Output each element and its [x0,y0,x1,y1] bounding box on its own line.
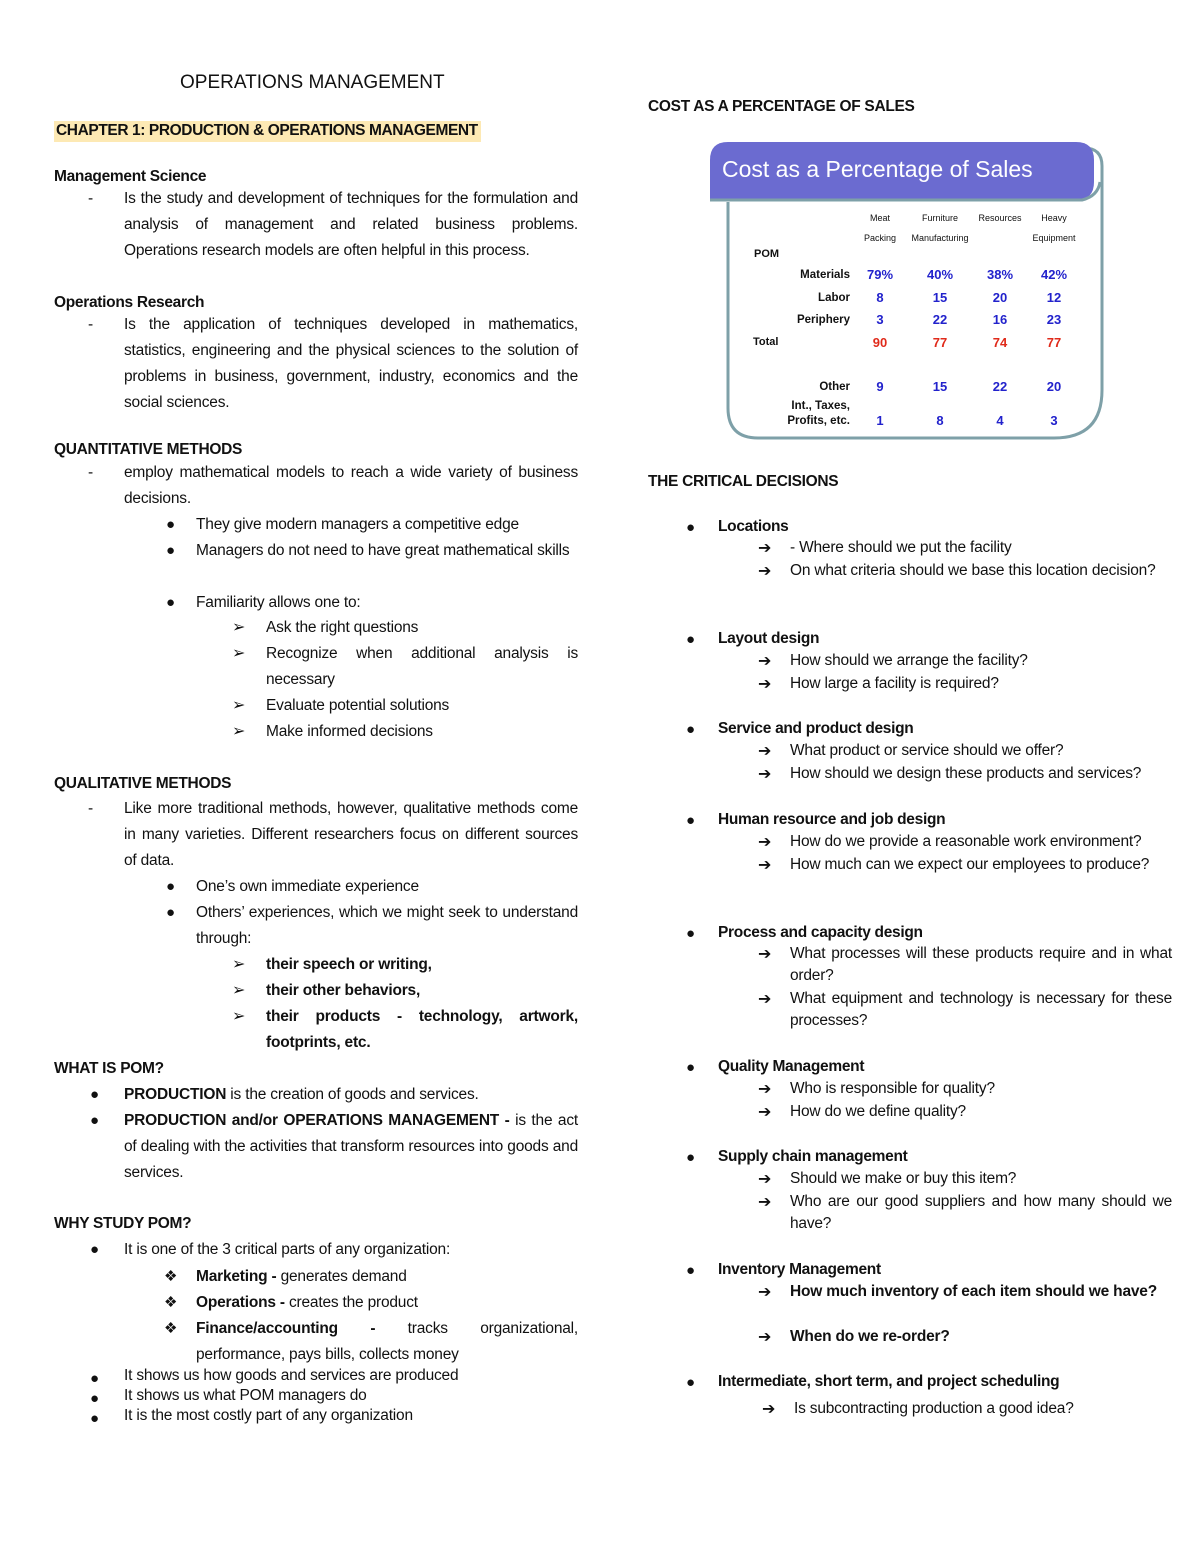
decision-title: Intermediate, short term, and project scheduling [718,1373,1060,1390]
cell: 22 [932,312,948,327]
bullet-icon: ● [90,1112,100,1129]
cell: 1 [876,413,884,428]
cell: 12 [1046,290,1062,305]
col-head-line: Manufacturing [911,233,969,243]
mgmt-science-text: Is the study and development of techniques for the formulation and analysis of management and related business problems. Operations research models are often helpful in this process. [124,190,578,259]
qual-bullet: One’s own immediate experience [196,878,419,895]
diamond-term: Operations - [196,1294,285,1311]
arrow-icon: ➔ [758,1104,772,1121]
decision-title: Inventory Management [718,1261,881,1278]
what-pom-b2 [124,1108,578,1186]
dash-marker: - [88,316,94,333]
decision-question: Who are our good suppliers and how many should we have? [790,1193,1172,1232]
total-cell: 77 [932,335,948,350]
arrowhead-icon: ➢ [232,645,246,662]
decision-title: Human resource and job design [718,811,946,828]
bullet-icon: ● [686,519,696,536]
decision-question: Who is responsible for quality? [790,1080,995,1097]
diamond-icon: ❖ [164,1268,178,1285]
decision-question: On what criteria should we base this location decision? [790,562,1156,579]
total-label: Total [753,336,779,348]
cell: 22 [992,379,1008,394]
cost-heading: COST AS A PERCENTAGE OF SALES [648,98,915,115]
row-label: Periphery [796,314,850,326]
qualitative-text: Like more traditional methods, however, qualitative methods come in many varieties. Different researchers focus on different sources of data. [124,800,578,869]
bullet-icon: ● [686,1149,696,1166]
arrowhead-icon: ➢ [232,956,246,973]
decision-question: How large a facility is required? [790,675,999,692]
decision-question: How much inventory of each item should we have? [790,1283,1157,1300]
bullet-icon: ● [166,542,176,559]
cell: 38% [986,267,1014,282]
row-label: Profits, etc. [787,415,850,427]
col-head-line: Meat [869,213,890,223]
row-label: Other [819,381,850,393]
arrowhead-icon: ➢ [232,1008,246,1025]
arrow-icon: ➔ [758,991,772,1008]
diamond-term: Finance/accounting - [196,1320,376,1337]
decision-question: When do we re-order? [790,1328,950,1345]
why-pom-b1: It is one of the 3 critical parts of any organization: [124,1241,451,1258]
diamond-term: Marketing - [196,1268,277,1285]
arrow-icon: ➔ [758,540,772,557]
decision-question: How much can we expect our employees to produce? [790,856,1150,873]
arrow-icon: ➔ [758,834,772,851]
quant-sub: Make informed decisions [266,723,433,740]
decision-title: Layout design [718,630,820,647]
decision-question: How should we arrange the facility? [790,652,1028,669]
dash-marker: - [88,464,94,481]
mgmt-science-heading: Management Science [54,168,207,185]
pom-label: POM [754,248,780,260]
bullet-icon: ● [166,594,176,611]
arrowhead-icon: ➢ [232,619,246,636]
decision-question: Is subcontracting production a good idea? [794,1400,1074,1417]
why-more: It shows us how goods and services are produced [124,1367,459,1384]
total-cell: 90 [872,335,888,350]
cell: 15 [932,379,948,394]
quant-bullet: Managers do not need to have great mathematical skills [196,542,570,559]
cost-banner: Cost as a Percentage of Sales [722,156,1033,182]
bullet-icon: ● [90,1370,100,1387]
col-head-line: Heavy [1041,213,1067,223]
cost-table-figure [710,142,1104,440]
why-diamond [196,1264,578,1290]
col-head-line: Equipment [1032,233,1076,243]
arrowhead-icon: ➢ [232,723,246,740]
quant-bullet: They give modern managers a competitive edge [196,516,519,533]
what-pom-b1 [124,1082,578,1108]
why-diamond [196,1290,578,1316]
arrow-icon: ➔ [758,1171,772,1188]
cell: 20 [1046,379,1062,394]
arrow-icon: ➔ [758,1284,772,1301]
bullet-icon: ● [686,1374,696,1391]
why-more: It is the most costly part of any organization [124,1407,413,1424]
quant-sub: Ask the right questions [266,619,419,636]
arrow-icon: ➔ [758,1329,772,1346]
qual-bullet: Others’ experiences, which we might seek to understand through: [196,904,578,947]
total-cell: 74 [992,335,1008,350]
document-title: OPERATIONS MANAGEMENT [180,72,445,93]
cell: 8 [876,290,884,305]
col-head-line: Furniture [921,213,958,223]
col-head-line: Packing [863,233,897,243]
arrow-icon: ➔ [758,1194,772,1211]
arrow-icon: ➔ [762,1401,776,1418]
cell: 8 [936,413,944,428]
ops-research-heading: Operations Research [54,294,205,311]
arrow-icon: ➔ [758,676,772,693]
bullet-icon: ● [90,1086,100,1103]
diamond-def: generates demand [276,1268,407,1285]
row-label: Int., Taxes, [791,400,850,412]
production-term: PRODUCTION [124,1086,227,1103]
why-more: It shows us what POM managers do [124,1387,367,1404]
bullet-icon: ● [686,721,696,738]
dash-marker: - [88,190,94,207]
decision-question: How do we define quality? [790,1103,966,1120]
why-diamond [196,1316,578,1368]
pom-term: PRODUCTION and/or OPERATIONS MANAGEMENT - [124,1112,510,1129]
col-head [1018,208,1090,248]
decision-title: Service and product design [718,720,914,737]
diamond-def: creates the product [284,1294,418,1311]
bullet-icon: ● [166,904,176,921]
arrow-icon: ➔ [758,563,772,580]
cell: 3 [876,312,884,327]
quant-bullet: Familiarity allows one to: [196,594,361,611]
pom-def: is the act of dealing with the activities that transform resources into goods and services. [124,1112,578,1181]
cell: 40% [926,267,954,282]
cell: 20 [992,290,1008,305]
bullet-icon: ● [90,1410,100,1427]
cell: 42% [1040,267,1068,282]
production-def: is the creation of goods and services. [226,1086,479,1103]
cell: 16 [992,312,1008,327]
why-pom-heading: WHY STUDY POM? [54,1215,192,1232]
row-label: Materials [800,269,850,281]
qual-sub: their products - technology, artwork, footprints, etc. [266,1008,578,1051]
diamond-icon: ❖ [164,1320,178,1337]
cell: 79% [866,267,894,282]
bullet-icon: ● [166,516,176,533]
row-label: Labor [818,292,850,304]
bullet-icon: ● [90,1241,100,1258]
quantitative-heading: QUANTITATIVE METHODS [54,441,243,458]
quant-sub: Evaluate potential solutions [266,697,450,714]
cell: 4 [996,413,1004,428]
decision-question: What equipment and technology is necessary for these processes? [790,990,1172,1029]
decision-title: Supply chain management [718,1148,908,1165]
cell: 9 [876,379,884,394]
decision-title: Process and capacity design [718,924,923,941]
bullet-icon: ● [686,631,696,648]
qual-sub: their other behaviors, [266,982,421,999]
decision-question: - Where should we put the facility [790,539,1012,556]
quantitative-text: employ mathematical models to reach a wide variety of business decisions. [124,464,578,507]
bullet-icon: ● [686,812,696,829]
arrow-icon: ➔ [758,946,772,963]
decision-question: Should we make or buy this item? [790,1170,1017,1187]
bullet-icon: ● [90,1390,100,1407]
arrow-icon: ➔ [758,857,772,874]
bullet-icon: ● [166,878,176,895]
cell: 15 [932,290,948,305]
qualitative-heading: QUALITATIVE METHODS [54,775,232,792]
critical-heading: THE CRITICAL DECISIONS [648,473,839,490]
bullet-icon: ● [686,925,696,942]
cell: 23 [1046,312,1062,327]
arrow-icon: ➔ [758,653,772,670]
total-cell: 77 [1046,335,1062,350]
diamond-def: tracks organizational, performance, pays bills, collects money [196,1320,579,1363]
decision-question: How do we provide a reasonable work environment? [790,833,1142,850]
cell: 3 [1050,413,1058,428]
dash-marker: - [88,800,94,817]
arrowhead-icon: ➢ [232,697,246,714]
arrow-icon: ➔ [758,766,772,783]
arrow-icon: ➔ [758,1081,772,1098]
ops-research-text: Is the application of techniques developed in mathematics, statistics, engineering and the physical sciences to the solution of problems in business, government, industry, economics and the social sciences. [124,316,578,411]
arrowhead-icon: ➢ [232,982,246,999]
col-head-line: Resources [978,213,1022,223]
what-pom-heading: WHAT IS POM? [54,1060,164,1077]
diamond-icon: ❖ [164,1294,178,1311]
quant-sub: Recognize when additional analysis is necessary [266,645,578,688]
decision-title: Quality Management [718,1058,865,1075]
bullet-icon: ● [686,1059,696,1076]
bullet-icon: ● [686,1262,696,1279]
decision-title: Locations [718,518,789,535]
decision-question: What processes will these products require and in what order? [790,945,1172,984]
chapter-heading: CHAPTER 1: PRODUCTION & OPERATIONS MANAGEMENT [54,121,481,142]
decision-question: How should we design these products and services? [790,765,1142,782]
arrow-icon: ➔ [758,743,772,760]
qual-sub: their speech or writing, [266,956,432,973]
decision-question: What product or service should we offer? [790,742,1064,759]
